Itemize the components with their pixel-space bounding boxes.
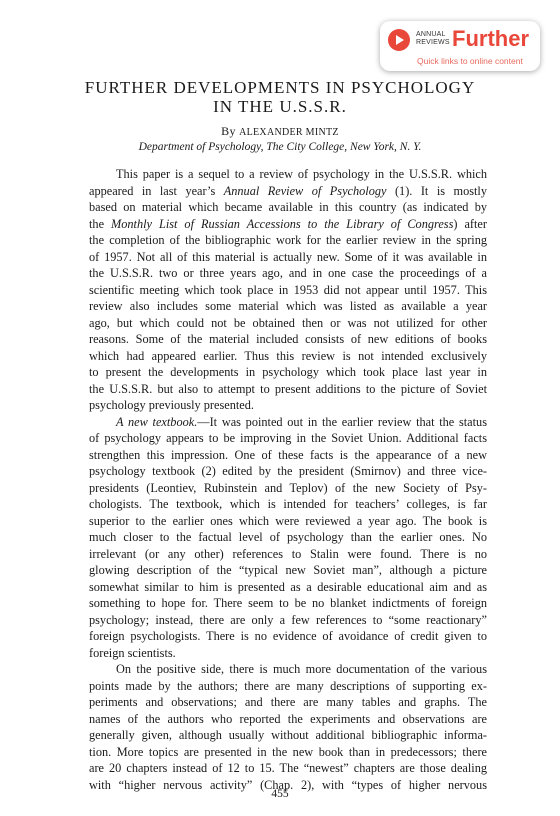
body-line: generally given, although usually without additional bibliographic informa-: [89, 728, 487, 742]
body-line: to present the developments in psychology which took place last year in: [89, 365, 487, 379]
body-line: ago, but which could not be obtained then or was not utilized for other: [89, 315, 487, 330]
article-author: [60, 124, 500, 139]
author-name: ALEXANDER MINTZ: [239, 127, 339, 138]
body-line: irrelevant (or any other) references to Stalin were found. There is no: [89, 546, 487, 561]
body-line: On the positive side, there is much more documentation of the various: [116, 662, 487, 676]
body-line: something to hope for. There seem to be no blanket indictments of foreign: [89, 596, 487, 610]
body-line: superior to the earlier ones which were reviewed a year ago. The book is: [89, 513, 487, 528]
body-line: of psychology appears to be improving in the Soviet Union. Additional facts: [89, 431, 487, 445]
page-number: 455: [271, 788, 289, 800]
body-line: the U.S.S.R. two or three years ago, and in one case the proceedings of a: [89, 266, 487, 280]
author-affiliation: Department of Psychology, The City College, New York, N. Y.: [138, 141, 422, 153]
badge-title: Further: [452, 26, 529, 51]
play-icon: [388, 29, 410, 51]
logo-line-annual: ANNUAL: [416, 31, 446, 38]
body-line: names of the authors who reported the experiments and observations are: [89, 711, 487, 726]
body-line: based on material which became available in this country (as indicated by: [89, 200, 487, 214]
body-line: points made by the authors; there are many descriptions of supporting ex-: [89, 678, 487, 693]
body-line: chologists. The textbook, which is intended for teachers’ colleges, is far: [89, 497, 487, 511]
body-line: foreign scientists.: [89, 645, 176, 660]
body-line: psychology textbook (2) edited by the president (Smirnov) and three vice-: [89, 464, 487, 478]
body-line: foreign psychologists. There is no evidence of avoidance of credit given to: [89, 629, 487, 643]
body-line: reasons. Some of the material included consists of new editions of books: [89, 332, 487, 346]
body-line: with “higher nervous activity” (Chap. 2), with “types of higher nervous: [89, 777, 487, 792]
article-title-line-2: IN THE U.S.S.R.: [213, 97, 347, 116]
body-line: periments and observations; and there are many tables and graphs. The: [89, 695, 487, 709]
body-line: review also includes some material which was listed as available a year: [89, 299, 487, 313]
body-line: somewhat similar to him is presented as a desirable educational aim and as: [89, 579, 487, 594]
annual-reviews-logo: [416, 31, 450, 47]
body-line: This paper is a sequel to a review of psychology in the U.S.S.R. which: [116, 167, 487, 181]
body-line: presidents (Leontiev, Rubinstein and Teplov) of the new Society of Psy-: [89, 480, 487, 495]
body-line: A new textbook.—It was pointed out in the earlier review that the status: [116, 414, 487, 429]
body-line: appeared in last year’s Annual Review of Psychology (1). It is mostly: [89, 183, 487, 198]
body-line: scientific meeting which took place in 1953 did not appear until 1957. This: [89, 282, 487, 297]
body-line: psychology; instead, there are only a few references to “some reactionary”: [89, 612, 487, 627]
body-line: the completion of the bibliographic work for the earlier review in the spring: [89, 233, 487, 247]
body-line: strengthen this impression. One of these facts is the appearance of a new: [89, 447, 487, 462]
body-line: are 20 chapters instead of 12 to 15. The “newest” chapters are those dealing: [89, 761, 487, 775]
author-prefix: By: [221, 124, 236, 138]
body-line: the U.S.S.R. but also to attempt to present additions to the picture of Soviet: [89, 381, 487, 396]
body-line: of 1957. Not all of this material is actually new. Some of it was available in: [89, 249, 487, 264]
body-line: the Monthly List of Russian Accessions to the Library of Congress) after: [89, 216, 487, 231]
body-line: glowing description of the “typical new Soviet man”, although a picture: [89, 563, 487, 577]
further-badge[interactable]: [380, 21, 540, 71]
body-line: tion. More topics are presented in the new book than in predecessors; there: [89, 744, 487, 759]
body-line: which had appeared earlier. Thus this review is not intended exclusively: [89, 348, 487, 363]
body-line: much closer to the factual level of psychology than the earlier ones. No: [89, 530, 487, 544]
badge-subtitle: Quick links to online content: [417, 56, 523, 66]
body-line: psychology previously presented.: [89, 398, 254, 412]
article-title-line-1: FURTHER DEVELOPMENTS IN PSYCHOLOGY: [84, 78, 476, 97]
logo-line-reviews: REVIEWS: [416, 39, 450, 46]
article-body: [89, 166, 487, 793]
